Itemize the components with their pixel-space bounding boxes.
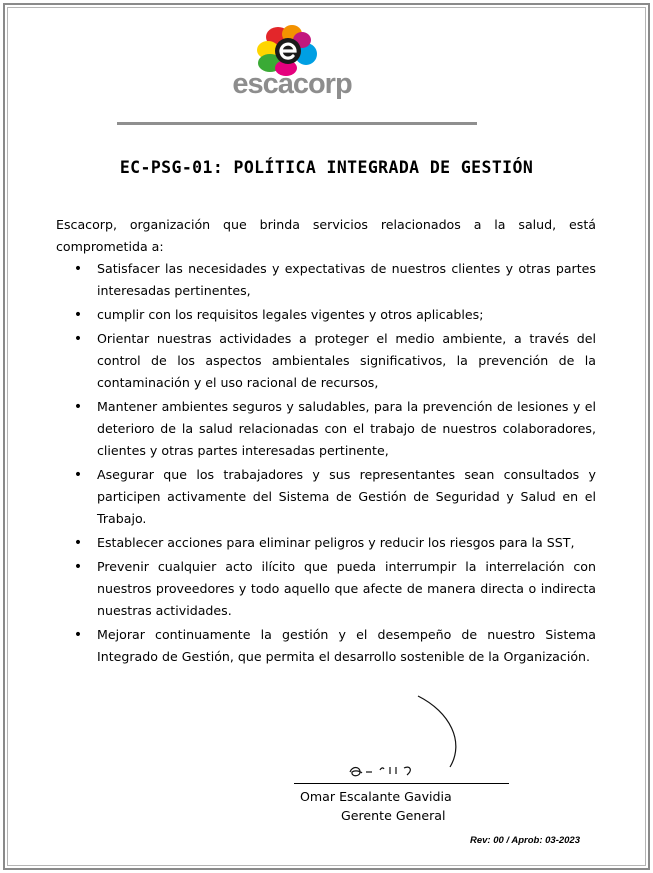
- list-item: [56, 532, 596, 554]
- handwritten-signature-icon: [300, 692, 470, 782]
- list-item: [56, 396, 596, 462]
- commitment-text: Satisfacer las necesidades y expectativas de nuestros clientes y otras partes interesadas pertinentes,: [97, 261, 596, 298]
- policy-intro: Escacorp, organización que brinda servicios relacionados a la salud, está comprometida a:: [56, 217, 596, 254]
- signer-name: Omar Escalante Gavidia: [300, 789, 452, 804]
- bullet-icon: •: [73, 307, 83, 323]
- list-item: [56, 328, 596, 394]
- signer-role: Gerente General: [341, 808, 446, 823]
- header-divider: [117, 122, 477, 125]
- document-title: EC-PSG-01: POLÍTICA INTEGRADA DE GESTIÓN: [119, 158, 534, 177]
- commitment-text: Prevenir cualquier acto ilícito que pueda interrumpir la interrelación con nuestros proveedores y todo aquello que afecte de manera directa o indirecta nuestras actividades.: [97, 559, 596, 618]
- bullet-icon: •: [73, 467, 83, 483]
- commitment-text: Orientar nuestras actividades a proteger el medio ambiente, a través del control de los aspectos ambientales significativos, la prevención de la contaminación y el uso racional de recursos,: [97, 331, 596, 390]
- list-item: [56, 464, 596, 530]
- policy-body: [56, 214, 596, 670]
- bullet-icon: •: [73, 261, 83, 277]
- brand-wordmark: escacorp: [232, 68, 352, 100]
- list-item: [56, 624, 596, 668]
- commitment-text: Mantener ambientes seguros y saludables, para la prevención de lesiones y el deterioro de la salud relacionadas con el trabajo de nuestros colaboradores, clientes y otras partes interesadas pertinente,: [97, 399, 596, 458]
- signature-line: [294, 783, 509, 784]
- revision-label: Rev: 00 / Aprob: 03-2023: [470, 835, 580, 846]
- bullet-icon: •: [73, 627, 83, 643]
- commitment-text: Mejorar continuamente la gestión y el desempeño de nuestro Sistema Integrado de Gestión, que permita el desarrollo sostenible de la Organización.: [97, 627, 596, 664]
- bullet-icon: •: [73, 535, 83, 551]
- bullet-icon: •: [73, 559, 83, 575]
- commitment-text: Establecer acciones para eliminar peligros y reducir los riesgos para la SST,: [97, 535, 575, 550]
- commitments-list: [56, 258, 596, 668]
- bullet-icon: •: [73, 399, 83, 415]
- commitment-text: cumplir con los requisitos legales vigentes y otros aplicables;: [97, 307, 484, 322]
- commitment-text: Asegurar que los trabajadores y sus representantes sean consultados y participen activamente del Sistema de Gestión de Seguridad y Salud en el Trabajo.: [97, 467, 596, 526]
- list-item: [56, 304, 596, 326]
- list-item: [56, 258, 596, 302]
- list-item: [56, 556, 596, 622]
- bullet-icon: •: [73, 331, 83, 347]
